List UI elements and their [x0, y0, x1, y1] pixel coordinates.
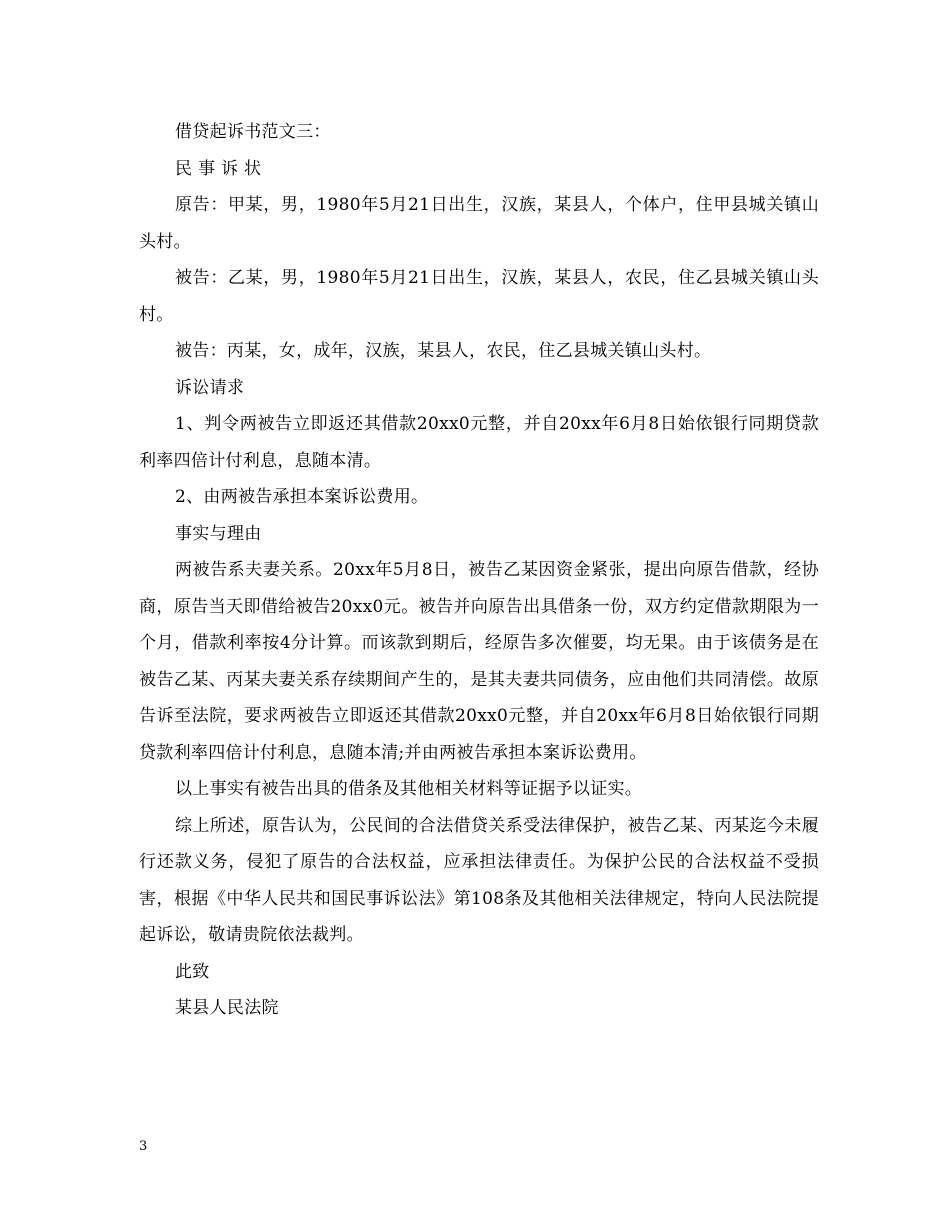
page-number: 3: [139, 1139, 148, 1154]
court-addressee: 某县人民法院: [175, 998, 279, 1018]
document-title: 借贷起诉书范文三：: [175, 122, 331, 142]
claims-heading: 诉讼请求: [175, 377, 245, 398]
conclusion-paragraph: 综上所述，原告认为，公民间的合法借贷关系受法律保护，被告乙某、丙某迄今未履行还款义务，侵犯了原告的合法权益，应承担法律责任。为保护公民的合法权益不受损害，根据《中华人民共和国民事诉讼法》第108条及其他相关法律规定，特向人民法院提起诉讼，敬请贵院依法裁判。: [139, 815, 819, 945]
facts-heading: 事实与理由: [175, 523, 262, 544]
defendant-1-paragraph: 被告：乙某，男，1980年5月21日出生，汉族，某县人，农民，住乙县城关镇山头村。: [139, 268, 819, 325]
evidence-paragraph: 以上事实有被告出具的借条及其他相关材料等证据予以证实。: [175, 779, 643, 799]
defendant-2-paragraph: 被告：丙某，女，成年，汉族，某县人，农民，住乙县城关镇山头村。: [175, 341, 712, 361]
salutation: 此致: [175, 961, 210, 982]
complaint-heading: 民 事 诉 状: [175, 158, 262, 179]
plaintiff-paragraph: 原告：甲某，男，1980年5月21日出生，汉族，某县人，个体户，住甲县城关镇山头村。: [139, 195, 819, 252]
claim-2-paragraph: 2、由两被告承担本案诉讼费用。: [175, 487, 429, 507]
claim-1-paragraph: 1、判令两被告立即返还其借款20xx0元整，并自20xx年6月8日始依银行同期贷款利率四倍计付利息，息随本清。: [139, 414, 819, 471]
document-body: [139, 114, 819, 1027]
facts-paragraph: 两被告系夫妻关系。20xx年5月8日，被告乙某因资金紧张，提出向原告借款，经协商，原告当天即借给被告20xx0元。被告并向原告出具借条一份，双方约定借款期限为一个月，借款利率按4分计算。而该款到期后，经原告多次催要，均无果。由于该债务是在被告乙某、丙某夫妻关系存续期间产生的，是其夫妻共同债务，应由他们共同清偿。故原告诉至法院，要求两被告立即返还其借款20xx0元整，并自20xx年6月8日始依银行同期贷款利率四倍计付利息，息随本清;并由两被告承担本案诉讼费用。: [139, 560, 819, 763]
